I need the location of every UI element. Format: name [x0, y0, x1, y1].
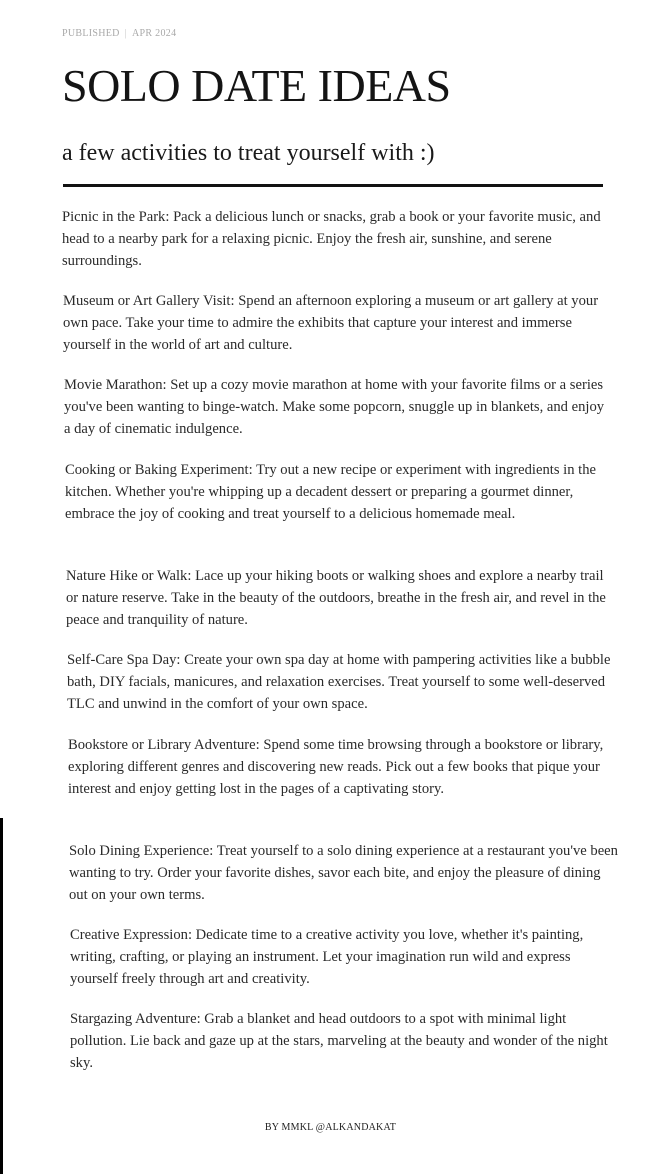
idea-title: Cooking or Baking Experiment :: [65, 462, 256, 478]
idea-title: Picnic in the Park :: [62, 209, 173, 225]
page-title: SOLO DATE IDEAS: [62, 60, 451, 111]
idea-item: [64, 374, 614, 440]
idea-title: Creative Expression :: [70, 927, 196, 943]
idea-title: Solo Dining Experience :: [69, 843, 217, 859]
idea-body: Pack a delicious lunch or snacks, grab a book or your favorite music, and head to a nearby park for a relaxing picnic. Enjoy the fresh air, sunshine, and serene surroundings.: [62, 209, 601, 269]
title-divider: [63, 184, 603, 187]
published-label: PUBLISHED: [62, 28, 120, 39]
idea-body: Spend some time browsing through a bookstore or library, exploring different genres and discovering new reads. Pick out a few books that pique your interest and enjoy getting lost in the pages of a captivating story.: [68, 737, 604, 797]
idea-title: Movie Marathon :: [64, 377, 170, 393]
idea-title: Self-Care Spa Day :: [67, 652, 184, 668]
author-byline: BY MMKL @ALKANDAKAT: [264, 1122, 397, 1133]
publish-meta: [62, 28, 176, 39]
idea-item: [68, 734, 618, 800]
idea-title: Nature Hike or Walk :: [66, 568, 195, 584]
idea-item: [65, 459, 615, 525]
idea-item: [70, 1008, 620, 1074]
idea-body: Spend an afternoon exploring a museum or art gallery at your own pace. Take your time to admire the exhibits that capture your interest and immerse yourself in the world of art and culture.: [63, 293, 599, 353]
idea-body: Dedicate time to a creative activity you love, whether it's painting, writing, crafting, or playing an instrument. Let your imagination run wild and express yourself freely through art and creativity.: [70, 927, 584, 987]
idea-body: Create your own spa day at home with pampering activities like a bubble bath, DIY facials, manicures, and relaxation exercises. Treat yourself to some well-deserved TLC and unwind in the comfort of your own space.: [67, 652, 611, 712]
page-subtitle: a few activities to treat yourself with :): [62, 140, 435, 166]
idea-title: Museum or Art Gallery Visit :: [63, 293, 238, 309]
idea-item: [63, 290, 613, 356]
idea-body: Grab a blanket and head outdoors to a spot with minimal light pollution. Lie back and gaze up at the stars, marveling at the beauty and wonder of the night sky.: [70, 1011, 608, 1071]
idea-item: [70, 924, 620, 990]
idea-item: [62, 206, 612, 272]
idea-item: [67, 649, 617, 715]
idea-item: [69, 840, 619, 906]
meta-separator: |: [124, 28, 128, 39]
idea-body: Try out a new recipe or experiment with ingredients in the kitchen. Whether you're whipping up a decadent dessert or preparing a gourmet dinner, embrace the joy of cooking and treat yourself to a delicious homemade meal.: [65, 462, 596, 522]
idea-body: Set up a cozy movie marathon at home with your favorite films or a series you've been wanting to binge-watch. Make some popcorn, snuggle up in blankets, and enjoy a day of cinematic indulgence.: [64, 377, 605, 437]
idea-title: Bookstore or Library Adventure :: [68, 737, 263, 753]
idea-body: Lace up your hiking boots or walking shoes and explore a nearby trail or nature reserve. Take in the beauty of the outdoors, breathe in the fresh air, and revel in the peace and tranquility of nature.: [66, 568, 606, 628]
idea-title: Stargazing Adventure :: [70, 1011, 204, 1027]
left-edge-shadow: [0, 818, 3, 1174]
publish-date: APR 2024: [132, 28, 177, 39]
idea-body: Treat yourself to a solo dining experience at a restaurant you've been wanting to try. Order your favorite dishes, savor each bite, and enjoy the pleasure of dining out on your own terms.: [69, 843, 618, 903]
idea-item: [66, 565, 616, 631]
